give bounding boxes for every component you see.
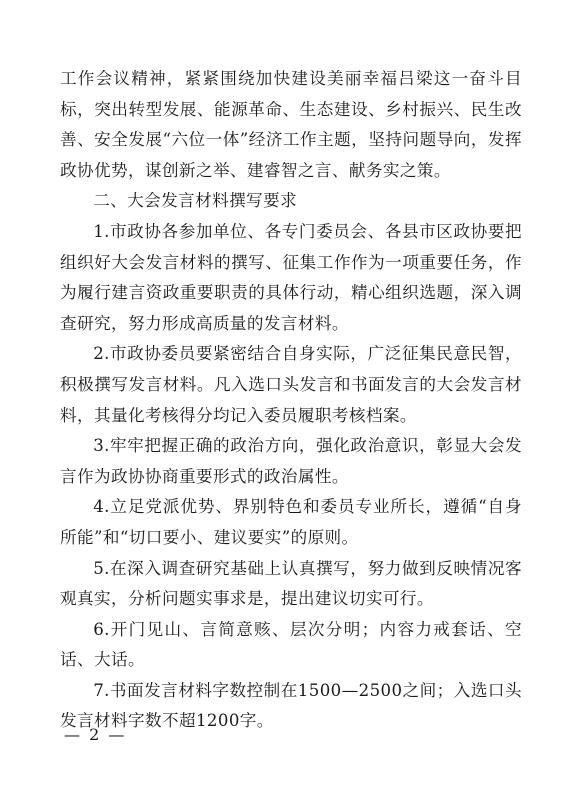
requirement-item-2: 2.市政协委员要紧密结合自身实际，广泛征集民意民智，积极撰写发言材料。凡入选口头发言和书面发言的大会发言材料，其量化考核得分均记入委员履职考核档案。 xyxy=(60,344,522,425)
requirement-item-1: 1.市政协各参加单位、各专门委员会、各县市区政协要把组织好大会发言材料的撰写、征集工作作为一项重要任务，作为履行建言资政重要职责的具体行动，精心组织选题，深入调查研究，努力形成高质量的发言材料。 xyxy=(60,221,522,333)
document-body xyxy=(60,64,522,737)
requirement-item-4: 4.立足党派优势、界别特色和委员专业所长，遵循“自身所能”和“切口要小、建议要实”的原则。 xyxy=(60,497,522,547)
page-number: — 2 — xyxy=(64,725,127,744)
requirement-item-3: 3.牢牢把握正确的政治方向，强化政治意识，彰显大会发言作为政协协商重要形式的政治属性。 xyxy=(60,436,522,486)
requirement-item-6: 6.开门见山、言简意赅、层次分明；内容力戒套话、空话、大话。 xyxy=(60,619,522,670)
requirement-item-7: 7.书面发言材料字数控制在1500—2500之间；入选口头发言材料字数不超1200字。 xyxy=(60,680,522,731)
intro-paragraph: 工作会议精神，紧紧围绕加快建设美丽幸福吕梁这一奋斗目标，突出转型发展、能源革命、生态建设、乡村振兴、民生改善、安全发展“六位一体”经济工作主题，坚持问题导向，发挥政协优势，谋创新之举、建睿智之言、献务实之策。 xyxy=(60,69,522,180)
section-heading: 二、大会发言材料撰写要求 xyxy=(93,191,298,211)
requirement-item-5: 5.在深入调查研究基础上认真撰写，努力做到反映情况客观真实，分析问题实事求是，提出建议切实可行。 xyxy=(60,558,522,609)
